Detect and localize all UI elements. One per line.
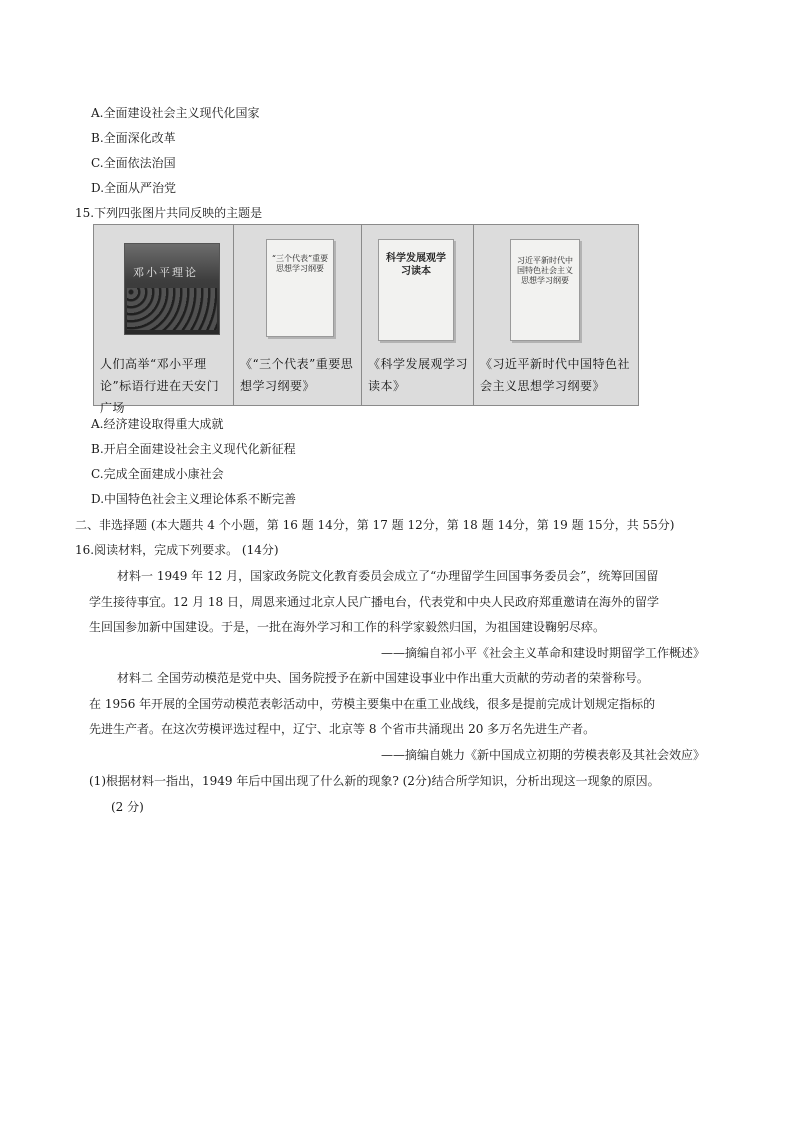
parade-photo [94, 225, 233, 347]
material2-line: 先进生产者。在这次劳模评选过程中，辽宁、北京等 8 个省市共涌现出 20 多万名先进生产者。 [89, 722, 596, 736]
q15-stem: 15.下列四张图片共同反映的主题是 [75, 206, 263, 220]
parade-banner-text: 邓小平理论 [133, 266, 198, 279]
q15-panel-4-caption: 《习近平新时代中国特色社会主义思想学习纲要》 [480, 357, 631, 393]
q15-panel-2 [234, 225, 362, 405]
q15-option-c: C.完成全面建成小康社会 [91, 467, 224, 481]
q15-panel-3 [362, 225, 474, 405]
material1-line: 材料一 1949 年 12 月，国家政务院文化教育委员会成立了“办理留学生回国事务委员会”，统筹回国留 [117, 569, 659, 583]
material1-source: ——摘编自祁小平《社会主义革命和建设时期留学工作概述》 [380, 646, 705, 660]
q14-option-c: C.全面依法治国 [91, 156, 176, 170]
q15-panel-2-caption: 《“三个代表”重要思想学习纲要》 [240, 357, 354, 393]
q15-panel-1-caption: 人们高举“邓小平理论”标语行进在天安门广场 [100, 357, 220, 415]
q15-option-d: D.中国特色社会主义理论体系不断完善 [91, 492, 297, 506]
q16-stem: 16.阅读材料，完成下列要求。 (14分) [75, 543, 279, 557]
q15-image-strip [93, 224, 639, 415]
book-three-represents [234, 225, 361, 347]
book-cover-title: 习近平新时代中国特色社会主义思想学习纲要 [517, 256, 573, 285]
section-heading: 二、非选择题 (本大题共 4 个小题，第 16 题 14分，第 17 题 12分，第 18 题 14分，第 19 题 15分，共 55分) [75, 518, 675, 532]
q14-option-a: A.全面建设社会主义现代化国家 [91, 106, 260, 120]
material1-line: 学生接待事宜。12 月 18 日，周恩来通过北京人民广播电台，代表党和中央人民政府郑重邀请在海外的留学 [89, 595, 659, 609]
q15-panel-3-caption: 《科学发展观学习读本》 [368, 357, 469, 393]
q14-option-b: B.全面深化改革 [91, 131, 176, 145]
q15-option-b: B.开启全面建设社会主义现代化新征程 [91, 442, 296, 456]
book-xi-thought [474, 225, 638, 347]
book-cover-title: 科学发展观学习读本 [386, 253, 446, 277]
material2-line: 在 1956 年开展的全国劳动模范表彰活动中，劳模主要集中在重工业战线，很多是提前完成计划规定指标的 [89, 697, 656, 711]
material1-line: 生回国参加新中国建设。于是，一批在海外学习和工作的科学家毅然归国，为祖国建设鞠躬尽瘁。 [89, 620, 606, 634]
material2-line: 材料二 全国劳动模范是党中央、国务院授予在新中国建设事业中作出重大贡献的劳动者的荣誉称号。 [117, 671, 649, 685]
q16-sub1-line2: (2 分) [111, 800, 144, 814]
q15-panel-4 [474, 225, 638, 405]
q16-sub1-line1: (1)根据材料一指出，1949 年后中国出现了什么新的现象? (2分)结合所学知识，分析出现这一现象的原因。 [89, 774, 660, 788]
book-cover-title: “三个代表”重要思想学习纲要 [271, 254, 329, 273]
q15-option-a: A.经济建设取得重大成就 [91, 417, 224, 431]
material2-source: ——摘编自姚力《新中国成立初期的劳模表彰及其社会效应》 [380, 748, 705, 762]
q14-option-d: D.全面从严治党 [91, 181, 177, 195]
book-scientific-development [362, 225, 473, 347]
q15-panel-1 [94, 225, 234, 415]
